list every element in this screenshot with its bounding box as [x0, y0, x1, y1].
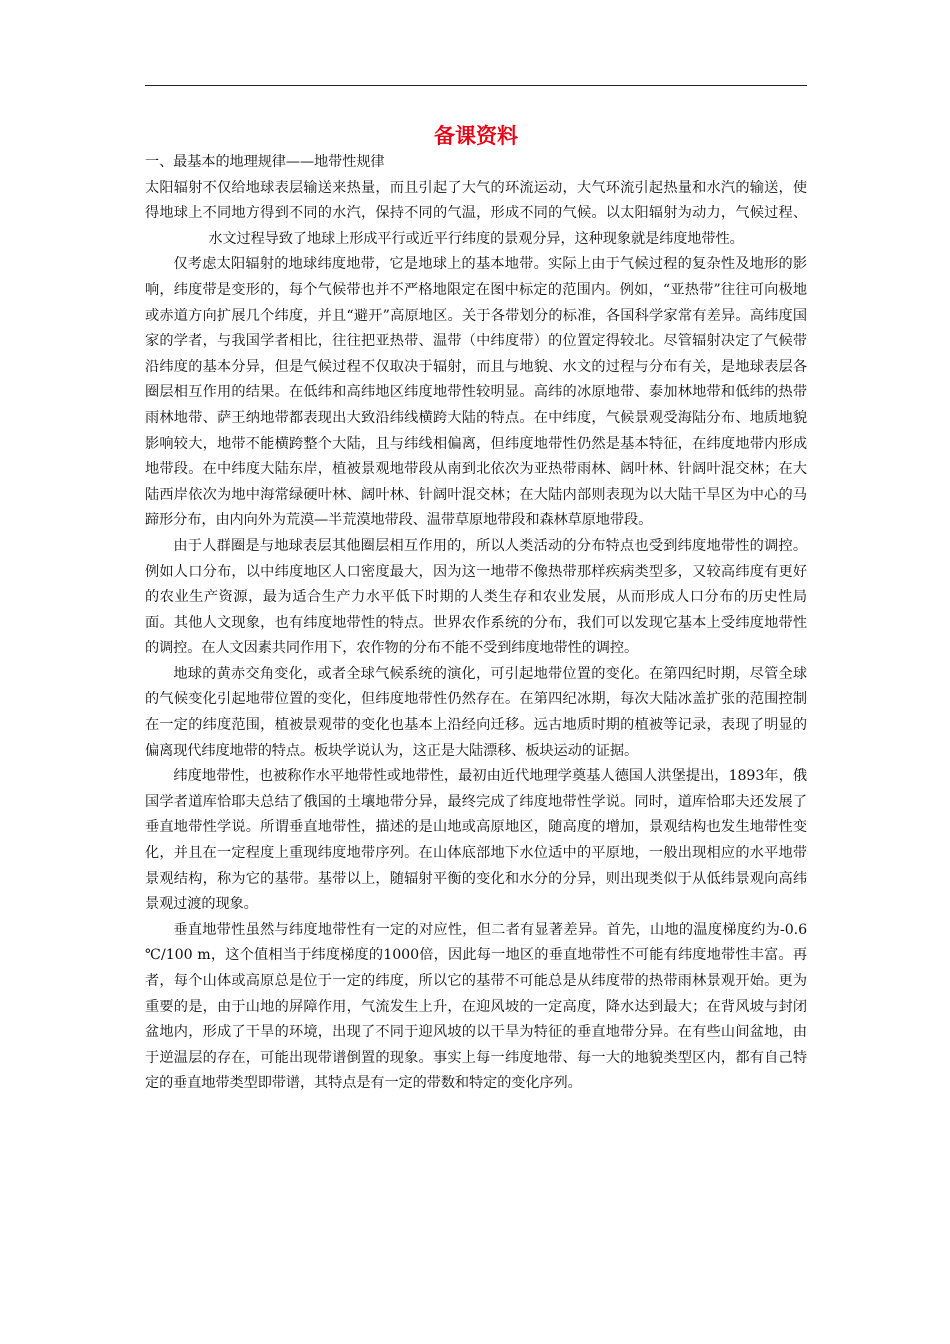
document-title: 备课资料	[434, 124, 518, 148]
section-heading: 一、最基本的地理规律——地带性规律	[145, 154, 385, 170]
document-body	[145, 150, 807, 1097]
paragraph-1: 太阳辐射不仅给地球表层输送来热量，而且引起了大气的环流运动，大气环流引起热量和水汽的输送，使得地球上不同地方得到不同的水汽，保持不同的气温，形成不同的气候。以太阳辐射为动力，气候过程、水文过程导致了地球上形成平行或近平行纬度的景观分异，这种现象就是纬度地带性。	[145, 179, 807, 247]
paragraph-6: 垂直地带性虽然与纬度地带性有一定的对应性，但二者有显著差异。首先，山地的温度梯度约为-0.6 ℃/100 m，这个值相当于纬度梯度的1000倍，因此每一地区的垂直地带性不可能有纬度地带性丰富。再者，每个山体或高原总是位于一定的纬度，所以它的基带不可能总是从纬度带的热带雨林景观开始。更为重要的是，由于山地的屏障作用，气流发生上升，在迎风坡的一定高度，降水达到最大；在背风坡与封闭盆地内，形成了干旱的环境，出现了不同于迎风坡的以干旱为特征的垂直地带分异。在有些山间盆地，由于逆温层的存在，可能出现带谱倒置的现象。事实上每一纬度地带、每一大的地貌类型区内，都有自己特定的垂直地带类型即带谱，其特点是有一定的带数和特定的变化序列。	[145, 921, 807, 1092]
paragraph-5: 纬度地带性，也被称作水平地带性或地带性，最初由近代地理学奠基人德国人洪堡提出，1893年，俄国学者道库恰耶夫总结了俄国的土壤地带分异，最终完成了纬度地带性学说。同时，道库恰耶夫还发展了垂直地带性学说。所谓垂直地带性，描述的是山地或高原地区，随高度的增加，景观结构也发生地带性变化，并且在一定程度上重现纬度地带序列。在山体底部地下水位适中的平原地，一般出现相应的水平地带景观结构，称为它的基带。基带以上，随辐射平衡的变化和水分的分异，则出现类似于从低纬景观向高纬景观过渡的现象。	[145, 768, 807, 913]
header-rule	[145, 85, 807, 86]
paragraph-4: 地球的黄赤交角变化，或者全球气候系统的演化，可引起地带位置的变化。在第四纪时期，尽管全球的气候变化引起地带位置的变化，但纬度地带性仍然存在。在第四纪冰期，每次大陆冰盖扩张的范围控制在一定的纬度范围，植被景观带的变化也基本上沿经向迁移。远古地质时期的植被等记录，表现了明显的偏离现代纬度地带的特点。板块学说认为，这正是大陆漂移、板块运动的证据。	[145, 665, 807, 759]
paragraph-3: 由于人群圈是与地球表层其他圈层相互作用的，所以人类活动的分布特点也受到纬度地带性的调控。例如人口分布，以中纬度地区人口密度最大，因为这一地带不像热带那样疾病类型多，又较高纬度有更好的农业生产资源，最为适合生产力水平低下时期的人类生存和农业发展，从而形成人口分布的历史性局面。其他人文现象，也有纬度地带性的特点。世界农作系统的分布，我们可以发现它基本上受纬度地带性的调控。在人文因素共同作用下，农作物的分布不能不受到纬度地带性的调控。	[145, 537, 807, 657]
paragraph-2: 仅考虑太阳辐射的地球纬度地带，它是地球上的基本地带。实际上由于气候过程的复杂性及地形的影响，纬度带是变形的，每个气候带也并不严格地限定在图中标定的范围内。例如，“亚热带”往往可向极地或赤道方向扩展几个纬度，并且“避开”高原地区。关于各带划分的标准，各国科学家常有差异。高纬度国家的学者，与我国学者相比，往往把亚热带、温带（中纬度带）的位置定得较北。尽管辐射决定了气候带沿纬度的基本分异，但是气候过程不仅取决于辐射，而且与地貌、水文的过程与分布有关，是地球表层各圈层相互作用的结果。在低纬和高纬地区纬度地带性较明显。高纬的冰原地带、泰加林地带和低纬的热带雨林地带、萨王纳地带都表现出大致沿纬线横跨大陆的特点。在中纬度，气候景观受海陆分布、地质地貌影响较大，地带不能横跨整个大陆，且与纬线相偏离，但纬度地带性仍然是基本特征，在纬度地带内形成地带段。在中纬度大陆东岸，植被景观地带段从南到北依次为亚热带雨林、阔叶林、针阔叶混交林；在大陆西岸依次为地中海常绿硬叶林、阔叶林、针阔叶混交林；在大陆内部则表现为以大陆干旱区为中心的马蹄形分布，由内向外为荒漠—半荒漠地带段、温带草原地带段和森林草原地带段。	[145, 256, 807, 529]
